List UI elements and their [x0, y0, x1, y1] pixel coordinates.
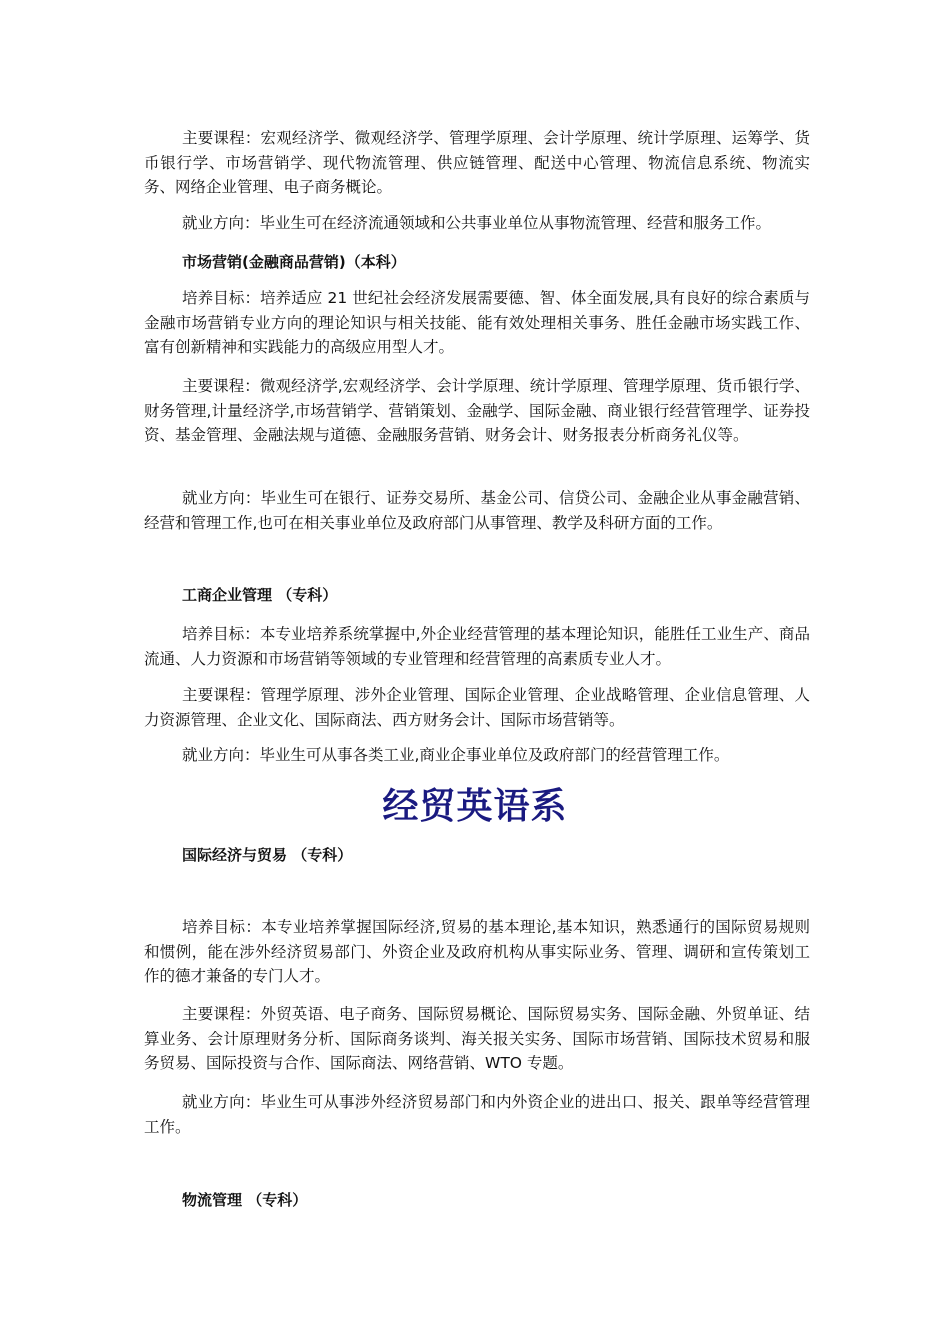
employment-paragraph: 就业方向：毕业生可在银行、证券交易所、基金公司、信贷公司、金融企业从事金融营销、经营和管理工作,也可在相关事业单位及政府部门从事管理、教学及科研方面的工作。 [144, 489, 810, 532]
courses-paragraph: 主要课程：微观经济学,宏观经济学、会计学原理、统计学原理、管理学原理、货币银行学、财务管理,计量经济学,市场营销学、营销策划、金融学、国际金融、商业银行经营管理学、证券投资、基金管理、金融法规与道德、金融服务营销、财务会计、财务报表分析商务礼仪等。 [144, 377, 810, 444]
employment-paragraph: 就业方向：毕业生可从事涉外经济贸易部门和内外资企业的进出口、报关、跟单等经营管理工作。 [144, 1093, 810, 1136]
courses-paragraph: 主要课程：宏观经济学、微观经济学、管理学原理、会计学原理、统计学原理、运筹学、货币银行学、市场营销学、现代物流管理、供应链管理、配送中心管理、物流信息系统、物流实务、网络企业管理、电子商务概论。 [144, 129, 810, 196]
employment-paragraph: 就业方向：毕业生可从事各类工业,商业企事业单位及政府部门的经营管理工作。 [182, 746, 730, 764]
major-heading: 物流管理 （专科） [182, 1191, 308, 1209]
employment-paragraph: 就业方向：毕业生可在经济流通领域和公共事业单位从事物流管理、经营和服务工作。 [182, 214, 772, 232]
courses-paragraph: 主要课程：管理学原理、涉外企业管理、国际企业管理、企业战略管理、企业信息管理、人力资源管理、企业文化、国际商法、西方财务会计、国际市场营销等。 [144, 686, 810, 729]
courses-paragraph: 主要课程：外贸英语、电子商务、国际贸易概论、国际贸易实务、国际金融、外贸单证、结算业务、会计原理财务分析、国际商务谈判、海关报关实务、国际市场营销、国际技术贸易和服务贸易、国际投资与合作、国际商法、网络营销、WTO 专题。 [144, 1005, 810, 1072]
department-title: 经贸英语系 [382, 786, 568, 827]
goal-paragraph: 培养目标：培养适应 21 世纪社会经济发展需要德、智、体全面发展,具有良好的综合素质与金融市场营销专业方向的理论知识与相关技能、能有效处理相关事务、胜任金融市场实践工作、富有创新精神和实践能力的高级应用型人才。 [144, 289, 810, 356]
major-heading: 国际经济与贸易 （专科） [182, 846, 353, 864]
goal-paragraph: 培养目标：本专业培养系统掌握中,外企业经营管理的基本理论知识，能胜任工业生产、商品流通、人力资源和市场营销等领域的专业管理和经营管理的高素质专业人才。 [144, 625, 810, 668]
major-heading: 市场营销(金融商品营销)（本科） [182, 253, 406, 271]
major-heading: 工商企业管理 （专科） [182, 586, 338, 604]
goal-paragraph: 培养目标：本专业培养掌握国际经济,贸易的基本理论,基本知识，熟悉通行的国际贸易规则和惯例，能在涉外经济贸易部门、外资企业及政府机构从事实际业务、管理、调研和宣传策划工作的德才兼备的专门人才。 [144, 918, 810, 985]
